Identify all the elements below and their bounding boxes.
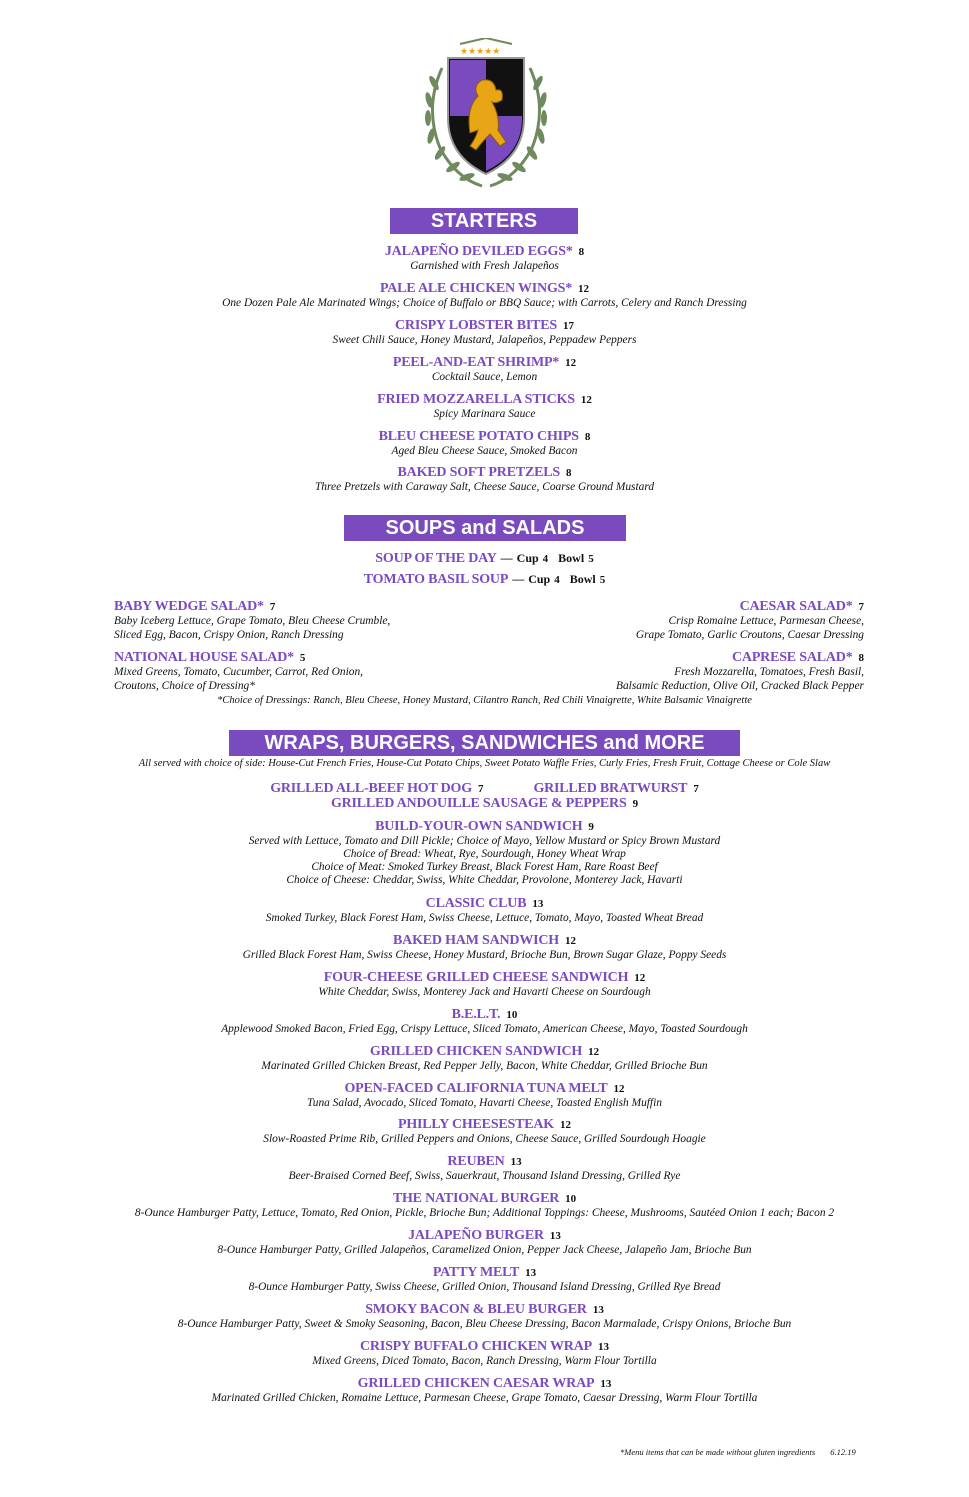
menu-item xyxy=(0,1113,969,1146)
item-price: 7 xyxy=(858,601,864,613)
menu-item xyxy=(0,1372,969,1405)
item-description: Mixed Greens, Tomato, Cucumber, Carrot, Red Onion, xyxy=(114,666,363,678)
menu-item xyxy=(0,1150,969,1183)
item-description: Aged Bleu Cheese Sauce, Smoked Bacon xyxy=(391,445,578,457)
section-banner-soups-salads xyxy=(344,515,626,541)
item-name: GRILLED ANDOUILLE SAUSAGE & PEPPERS xyxy=(330,796,627,811)
item-name: NATIONAL HOUSE SALAD* xyxy=(114,650,294,665)
item-description: Crisp Romaine Lettuce, Parmesan Cheese, xyxy=(668,615,864,627)
menu-item xyxy=(0,1298,969,1331)
menu-date: 6.12.19 xyxy=(830,1447,856,1457)
bowl-price: 5 xyxy=(588,553,594,565)
item-price: 13 xyxy=(600,1378,612,1390)
item-price: 9 xyxy=(588,821,594,833)
menu-item xyxy=(0,1261,969,1294)
starter-item xyxy=(0,351,969,384)
separator: — xyxy=(512,572,525,586)
item-description: Served with Lettuce, Tomato and Dill Pickle; Choice of Mayo, Yellow Mustard or Spicy Brown Mustard xyxy=(248,835,721,847)
item-description: Choice of Cheese: Cheddar, Swiss, White Cheddar, Provolone, Monterey Jack, Havarti xyxy=(286,874,683,886)
starter-item xyxy=(0,425,969,458)
soup-item xyxy=(0,547,969,567)
item-description: Spicy Marinara Sauce xyxy=(433,408,536,420)
item-description: Smoked Turkey, Black Forest Ham, Swiss Cheese, Lettuce, Tomato, Mayo, Toasted Wheat Bread xyxy=(265,912,704,924)
item-price: 13 xyxy=(592,1304,604,1316)
starter-item xyxy=(0,388,969,421)
item-name: BLEU CHEESE POTATO CHIPS xyxy=(378,429,579,444)
item-name: GRILLED ALL-BEEF HOT DOG xyxy=(270,781,472,796)
item-description: Baby Iceberg Lettuce, Grape Tomato, Bleu Cheese Crumble, xyxy=(114,615,391,627)
menu-item xyxy=(0,1077,969,1110)
cup-price: 4 xyxy=(542,553,549,565)
item-name: REUBEN xyxy=(447,1154,505,1169)
item-description: Cocktail Sauce, Lemon xyxy=(431,371,538,383)
bowl-label: Bowl xyxy=(558,551,585,565)
item-name: THE NATIONAL BURGER xyxy=(392,1191,560,1206)
menu-item xyxy=(0,1335,969,1368)
item-description: Beer-Braised Corned Beef, Swiss, Sauerkraut, Thousand Island Dressing, Grilled Rye xyxy=(288,1170,681,1182)
item-description: White Cheddar, Swiss, Monterey Jack and Havarti Cheese on Sourdough xyxy=(318,986,651,998)
item-name: CRISPY BUFFALO CHICKEN WRAP xyxy=(360,1339,592,1354)
item-price: 13 xyxy=(549,1230,561,1242)
item-price: 12 xyxy=(588,1046,600,1058)
item-price: 7 xyxy=(693,783,699,795)
gluten-free-note: *Menu items that can be made without gluten ingredients xyxy=(620,1447,816,1457)
item-description: Marinated Grilled Chicken Breast, Red Pepper Jelly, Bacon, White Cheddar, Grilled Brioche Bun xyxy=(261,1060,708,1072)
starter-item xyxy=(0,314,969,347)
salad-item xyxy=(114,595,474,642)
menu-item xyxy=(0,892,969,925)
svg-text:★★★★★: ★★★★★ xyxy=(460,47,501,57)
item-description: Sweet Chili Sauce, Honey Mustard, Jalapeños, Peppadew Peppers xyxy=(332,334,637,346)
item-price: 8 xyxy=(578,246,585,258)
byo-item xyxy=(0,815,969,887)
item-name: BAKED HAM SANDWICH xyxy=(393,933,559,948)
item-description: Grilled Black Forest Ham, Swiss Cheese, Honey Mustard, Brioche Bun, Brown Sugar Glaze, Poppy Seeds xyxy=(242,949,727,961)
item-name: CLASSIC CLUB xyxy=(425,896,527,911)
soup-item xyxy=(0,568,969,588)
item-price: 9 xyxy=(632,798,639,810)
item-description: Tuna Salad, Avocado, Sliced Tomato, Havarti Cheese, Toasted English Muffin xyxy=(307,1097,662,1109)
item-price: 13 xyxy=(525,1267,537,1279)
item-price: 13 xyxy=(510,1156,522,1168)
menu-item xyxy=(0,1003,969,1036)
salad-item xyxy=(484,595,864,642)
bowl-label: Bowl xyxy=(569,572,596,586)
bowl-price: 5 xyxy=(599,574,606,586)
salad-item xyxy=(114,646,474,693)
item-description: 8-Ounce Hamburger Patty, Swiss Cheese, Grilled Onion, Thousand Island Dressing, Grilled Rye Bread xyxy=(248,1281,721,1293)
item-price: 8 xyxy=(565,467,572,479)
item-price: 5 xyxy=(299,652,306,664)
item-name: GRILLED CHICKEN CAESAR WRAP xyxy=(357,1376,595,1391)
item-price: 12 xyxy=(613,1083,625,1095)
sides-note: All served with choice of side: House-Cut French Fries, House-Cut Potato Chips, Sweet Potato Waffle Fries, Curly Fries, Fresh Fruit, Cottage Cheese or Cole Slaw xyxy=(138,758,831,769)
item-name: GRILLED CHICKEN SANDWICH xyxy=(369,1044,583,1059)
starter-item xyxy=(0,240,969,273)
item-price: 12 xyxy=(564,935,576,947)
item-price: 8 xyxy=(858,652,864,664)
item-name: SMOKY BACON & BLEU BURGER xyxy=(365,1302,587,1317)
item-description: Applewood Smoked Bacon, Fried Egg, Crispy Lettuce, Sliced Tomato, American Cheese, Mayo, Toasted Sourdough xyxy=(221,1023,748,1035)
item-name: CAPRESE SALAD* xyxy=(732,650,853,665)
menu-item xyxy=(0,929,969,962)
item-description: 8-Ounce Hamburger Patty, Lettuce, Tomato, Red Onion, Pickle, Brioche Bun; Additional Toppings: Cheese, Mushrooms, Sautéed Onion 1 each; Bacon 2 xyxy=(134,1207,835,1219)
menu-item xyxy=(0,1224,969,1257)
item-price: 12 xyxy=(578,283,590,295)
lion-shield-crest-icon xyxy=(420,38,552,188)
item-price: 13 xyxy=(532,898,544,910)
section-banner-starters xyxy=(390,208,578,234)
item-name: BAKED SOFT PRETZELS xyxy=(397,465,560,480)
item-description: Three Pretzels with Caraway Salt, Cheese Sauce, Coarse Ground Mustard xyxy=(314,481,655,493)
item-name: SOUP OF THE DAY xyxy=(375,551,497,566)
item-name: TOMATO BASIL SOUP xyxy=(363,572,509,587)
cup-label: Cup xyxy=(516,551,539,565)
item-name: PATTY MELT xyxy=(432,1265,520,1280)
item-description: Choice of Meat: Smoked Turkey Breast, Black Forest Ham, Rare Roast Beef xyxy=(311,861,658,873)
item-price: 13 xyxy=(597,1341,609,1353)
section-banner-wraps xyxy=(229,730,740,756)
item-description: Mixed Greens, Diced Tomato, Bacon, Ranch Dressing, Warm Flour Tortilla xyxy=(312,1355,657,1367)
item-description: 8-Ounce Hamburger Patty, Grilled Jalapeños, Caramelized Onion, Pepper Jack Cheese, Jalapeño Jam, Brioche Bun xyxy=(217,1244,752,1256)
item-price: 12 xyxy=(565,357,577,369)
item-price: 8 xyxy=(584,431,591,443)
item-name: FOUR-CHEESE GRILLED CHEESE SANDWICH xyxy=(323,970,629,985)
item-name: CAESAR SALAD* xyxy=(739,599,853,614)
menu-item xyxy=(0,1187,969,1220)
item-price: 7 xyxy=(269,601,276,613)
sausage-item xyxy=(0,792,969,812)
item-description: Garnished with Fresh Jalapeños xyxy=(410,260,559,272)
item-name: PEEL-AND-EAT SHRIMP* xyxy=(392,355,560,370)
item-price: 10 xyxy=(565,1193,577,1205)
item-description: Marinated Grilled Chicken, Romaine Lettuce, Parmesan Cheese, Grape Tomato, Caesar Dressing, Warm Flour Tortilla xyxy=(211,1392,758,1404)
menu-item xyxy=(0,1040,969,1073)
item-description: Sliced Egg, Bacon, Crispy Onion, Ranch Dressing xyxy=(114,628,344,641)
starter-item xyxy=(0,461,969,494)
item-price: 10 xyxy=(506,1009,518,1021)
item-price: 12 xyxy=(580,394,592,406)
item-name: JALAPEÑO DEVILED EGGS* xyxy=(384,244,573,259)
section-title: STARTERS xyxy=(430,210,538,232)
item-price: 7 xyxy=(477,783,484,795)
item-description: Slow-Roasted Prime Rib, Grilled Peppers and Onions, Cheese Sauce, Grilled Sourdough Hoagie xyxy=(263,1133,706,1145)
item-name: B.E.L.T. xyxy=(451,1007,501,1022)
item-name: OPEN-FACED CALIFORNIA TUNA MELT xyxy=(344,1081,608,1096)
salad-item xyxy=(484,646,864,693)
item-name: GRILLED BRATWURST xyxy=(533,781,688,796)
item-description: Grape Tomato, Garlic Croutons, Caesar Dressing xyxy=(635,628,864,641)
item-price: 12 xyxy=(560,1119,572,1131)
item-price: 12 xyxy=(634,972,646,984)
item-name: PHILLY CHEESESTEAK xyxy=(397,1117,555,1132)
menu-item xyxy=(0,966,969,999)
item-description: Choice of Bread: Wheat, Rye, Sourdough, Honey Wheat Wrap xyxy=(343,848,626,860)
footer xyxy=(620,1440,920,1459)
item-name: PALE ALE CHICKEN WINGS* xyxy=(379,281,573,296)
item-name: CRISPY LOBSTER BITES xyxy=(395,318,557,333)
dressings-note: *Choice of Dressings: Ranch, Bleu Cheese, Honey Mustard, Cilantro Ranch, Red Chili Vinaigrette, White Balsamic Vinaigrette xyxy=(217,695,752,706)
item-description: Balsamic Reduction, Olive Oil, Cracked Black Pepper xyxy=(616,679,864,692)
section-title: WRAPS, BURGERS, SANDWICHES and MORE xyxy=(264,732,705,754)
item-description: Croutons, Choice of Dressing* xyxy=(114,679,255,692)
section-title: SOUPS and SALADS xyxy=(385,517,585,539)
cup-label: Cup xyxy=(528,572,551,586)
item-name: BUILD-YOUR-OWN SANDWICH xyxy=(375,819,583,834)
item-description: Fresh Mozzarella, Tomatoes, Fresh Basil, xyxy=(674,666,864,678)
item-price: 17 xyxy=(562,320,574,332)
item-description: 8-Ounce Hamburger Patty, Sweet & Smoky Seasoning, Bacon, Bleu Cheese Dressing, Bacon Marmalade, Crispy Onions, Brioche Bun xyxy=(177,1318,792,1330)
starter-item xyxy=(0,277,969,310)
item-name: JALAPEÑO BURGER xyxy=(408,1228,544,1243)
separator: — xyxy=(500,551,513,565)
item-name: BABY WEDGE SALAD* xyxy=(114,599,264,614)
cup-price: 4 xyxy=(554,574,560,586)
item-name: FRIED MOZZARELLA STICKS xyxy=(377,392,575,407)
item-description: One Dozen Pale Ale Marinated Wings; Choice of Buffalo or BBQ Sauce; with Carrots, Celery and Ranch Dressing xyxy=(222,297,747,309)
